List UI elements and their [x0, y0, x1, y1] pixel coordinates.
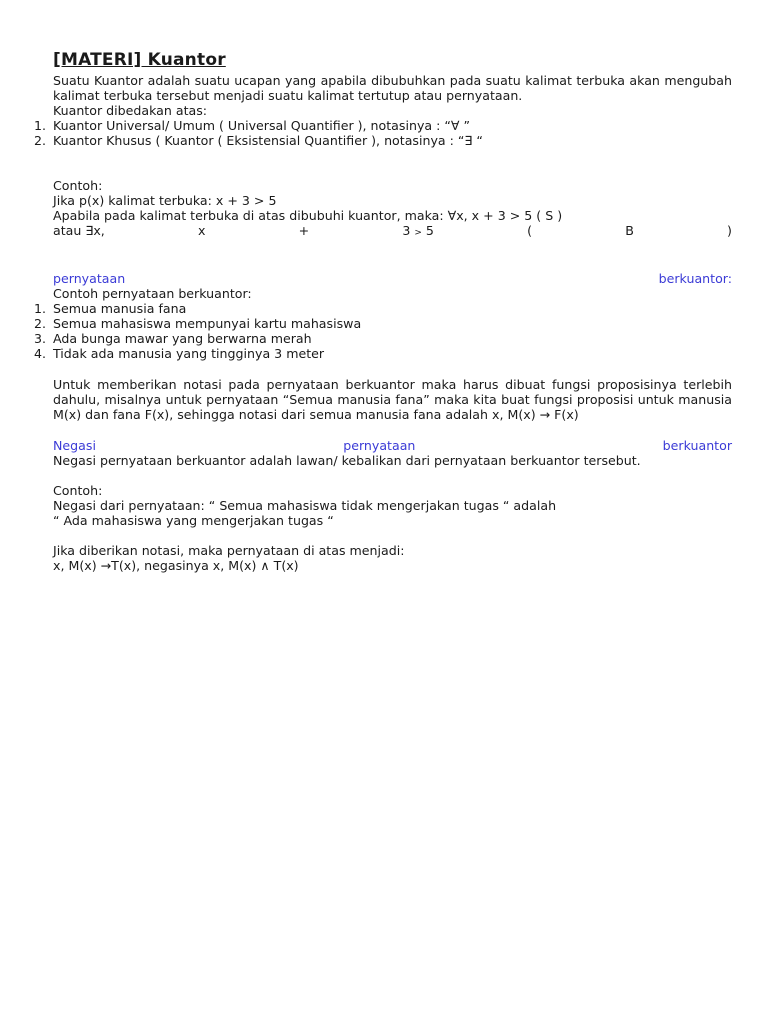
section-header-word: berkuantor: [658, 271, 732, 286]
example-token: B [625, 223, 634, 238]
example-token: x [197, 223, 206, 238]
list-item [34, 133, 732, 148]
example-line-1: Jika p(x) kalimat terbuka: x + 3 > 5 [53, 193, 277, 208]
quantified-examples-list [34, 301, 732, 361]
list-text: Ada bunga mawar yang berwarna merah [53, 331, 312, 346]
list-number: 1. [34, 118, 47, 133]
example-token: 5 [425, 223, 434, 238]
section-header-word: pernyataan [53, 271, 126, 286]
negation-example-heading: Contoh: [53, 483, 103, 498]
example-token: ) [727, 223, 732, 238]
section-header-word: Negasi [53, 438, 96, 453]
list-text: Tidak ada manusia yang tingginya 3 meter [53, 346, 325, 361]
list-item [34, 118, 732, 133]
list-number: 2. [34, 316, 47, 331]
list-item [34, 316, 732, 331]
page-title: [MATERI] Kuantor [53, 50, 226, 70]
quantifier-types-list [34, 118, 732, 148]
list-item [34, 346, 732, 361]
quantified-heading: Contoh pernyataan berkuantor: [53, 286, 252, 301]
example-token-group [402, 223, 434, 241]
example-heading: Contoh: [53, 178, 103, 193]
list-text: Semua manusia fana [53, 301, 187, 316]
example-token: atau ∃x, [53, 223, 105, 238]
list-item [34, 301, 732, 316]
list-text: Semua mahasiswa mempunyai kartu mahasiswa [53, 316, 362, 331]
negation-definition: Negasi pernyataan berkuantor adalah lawan/ kebalikan dari pernyataan berkuantor tersebut. [53, 453, 641, 468]
example-token: + [298, 223, 310, 238]
list-number: 3. [34, 331, 47, 346]
list-number: 4. [34, 346, 47, 361]
list-text: Kuantor Khusus ( Kuantor ( Eksistensial Quantifier ), notasinya : “∃ “ [53, 133, 483, 148]
notation-intro: Jika diberikan notasi, maka pernyataan di atas menjadi: [53, 543, 405, 558]
list-item [34, 331, 732, 346]
list-text: Kuantor Universal/ Umum ( Universal Quantifier ), notasinya : “∀ ” [53, 118, 471, 133]
negation-example-line-2: “ Ada mahasiswa yang mengerjakan tugas “ [53, 513, 334, 528]
types-heading: Kuantor dibedakan atas: [53, 103, 208, 118]
section-header-quantified [53, 271, 732, 286]
section-header-negation [53, 438, 732, 453]
list-number: 2. [34, 133, 47, 148]
section-header-word: pernyataan [343, 438, 416, 453]
example-token: ( [527, 223, 533, 238]
notation-paragraph: Untuk memberikan notasi pada pernyataan berkuantor maka harus dibuat fungsi proposisinya terlebih dahulu, misalnya untuk pernyataan “Semua manusia fana” maka kita buat fungsi proposisi untuk manusia M(x) dan fana F(x), sehingga notasi dari semua manusia fana adalah x, M(x) → F(x) [53, 377, 732, 422]
example-token: 3 [402, 223, 411, 238]
example-line-3 [53, 223, 732, 241]
section-header-word: berkuantor [662, 438, 732, 453]
list-number: 1. [34, 301, 47, 316]
definition-paragraph: Suatu Kuantor adalah suatu ucapan yang apabila dibubuhkan pada suatu kalimat terbuka akan mengubah kalimat terbuka tersebut menjadi suatu kalimat tertutup atau pernyataan. [53, 73, 732, 103]
negation-example-line-1: Negasi dari pernyataan: “ Semua mahasiswa tidak mengerjakan tugas “ adalah [53, 498, 557, 513]
example-line-2: Apabila pada kalimat terbuka di atas dibubuhi kuantor, maka: ∀x, x + 3 > 5 ( S ) [53, 208, 563, 223]
notation-line: x, M(x) →T(x), negasinya x, M(x) ∧ T(x) [53, 558, 299, 573]
document-page [34, 50, 732, 573]
example-token: > [414, 228, 422, 238]
